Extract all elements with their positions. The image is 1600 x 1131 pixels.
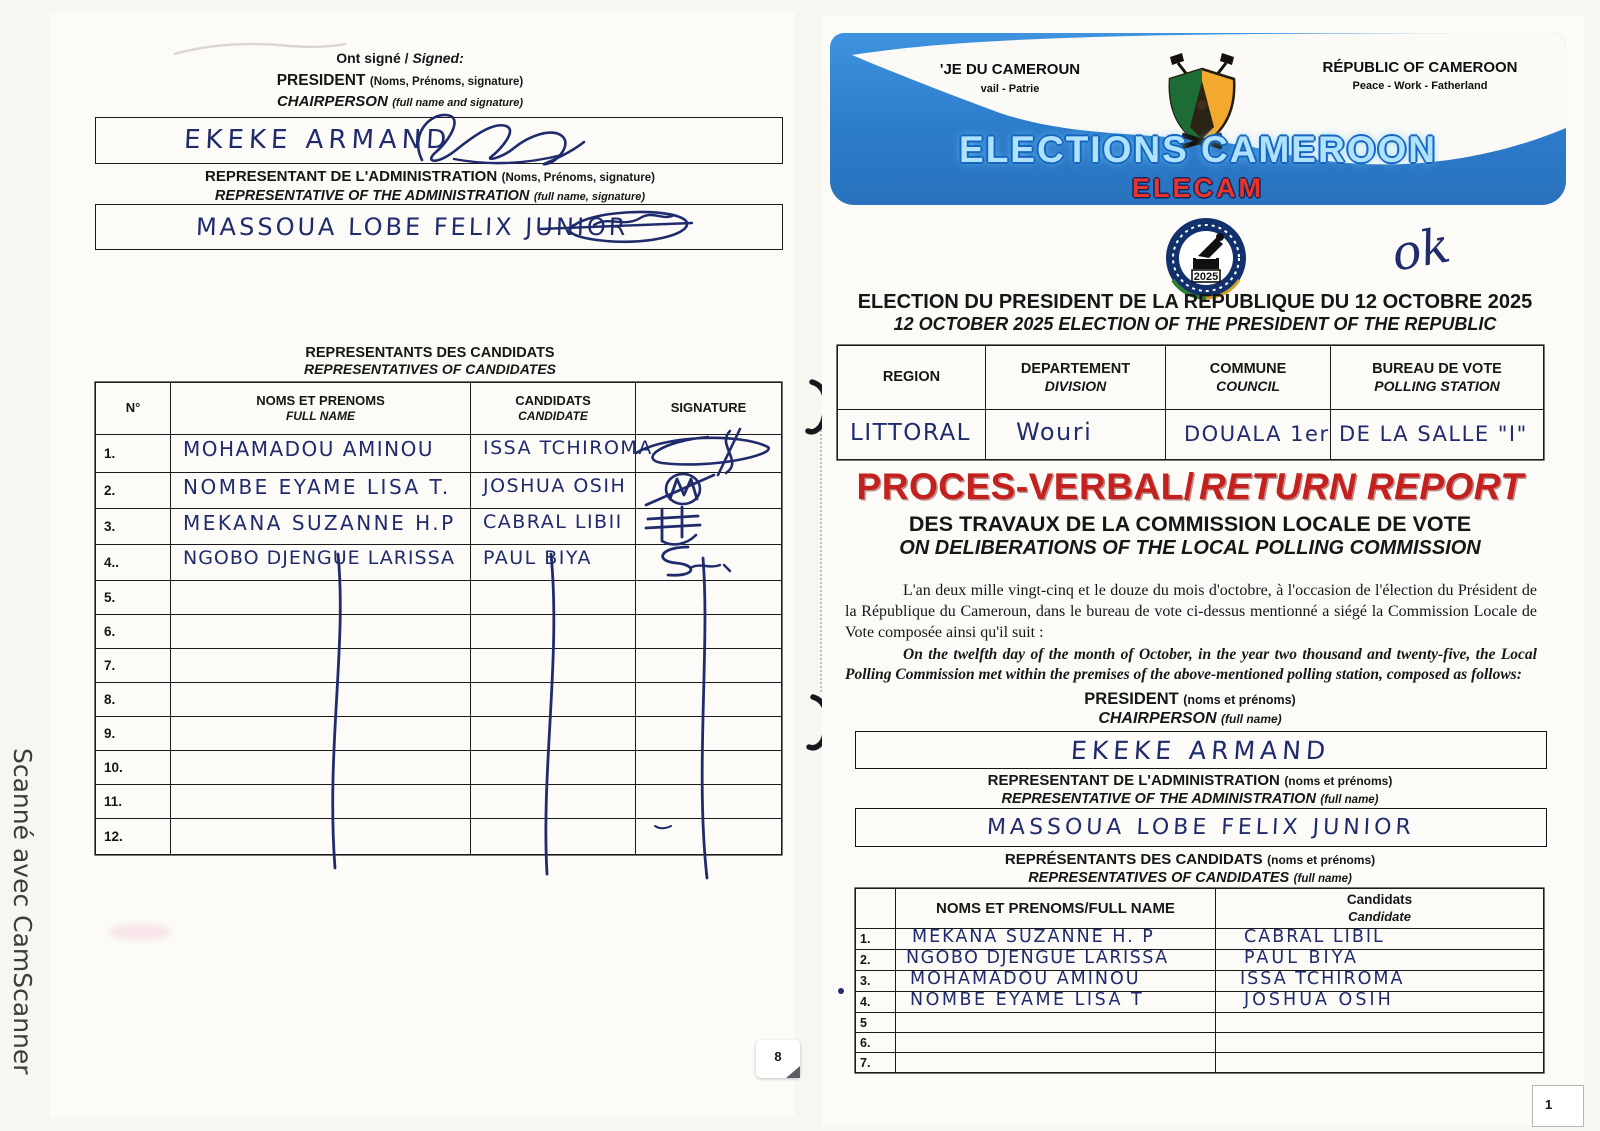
table-row: 4.. NGOBO DJENGUE LARISSA PAUL BIYA — [96, 545, 782, 581]
th-division: DEPARTEMENT DIVISION — [986, 346, 1166, 410]
table-row: 9. — [96, 717, 782, 751]
r-th-num — [856, 889, 896, 929]
admin-label-line-fr: REPRESENTANT DE L'ADMINISTRATION (Noms, Prénoms, signature) — [204, 168, 655, 185]
table-row: 7. — [856, 1053, 1544, 1073]
r-president-name-box — [855, 731, 1547, 769]
r-th-candidate: Candidats Candidate — [1216, 889, 1544, 929]
council-value: DOUALA 1er — [1184, 422, 1330, 446]
r-admin-name-value: MASSOUA LOBE FELIX JUNIOR — [986, 815, 1416, 840]
page-number: 1 — [1545, 1097, 1553, 1112]
ok-annotation: ok — [1387, 217, 1455, 283]
table-row: 8. — [96, 683, 782, 717]
org-abbr: ELECAM — [1132, 173, 1264, 203]
page-number-badge-left — [756, 1040, 800, 1078]
elecam-2025-logo-icon — [1163, 214, 1249, 302]
left-th-candidate: CANDIDATS CANDIDATE — [471, 383, 636, 435]
rep-name: MEKANA SUZANNE H.P — [183, 511, 456, 535]
table-row: 5. — [96, 581, 782, 615]
page-number: 8 — [774, 1049, 782, 1064]
table-row: 11. — [96, 785, 782, 819]
rep-candidate: PAUL BIYA — [1244, 948, 1359, 968]
national-motto-right: RÉPUBLIC OF CAMEROON Peace - Work - Fatherland — [1322, 59, 1518, 92]
table-row: 2. NOMBE EYAME LISA T. JOSHUA OSIH — [96, 473, 782, 509]
president-signature-icon — [396, 102, 616, 178]
left-reps-title-en: REPRESENTATIVES OF CANDIDATES — [303, 361, 557, 377]
th-polling-station: BUREAU DE VOTE POLLING STATION — [1331, 346, 1544, 410]
admin-label-line-en: REPRESENTATIVE OF THE ADMINISTRATION (full name, signature) — [214, 188, 646, 204]
rep-name: MEKANA SUZANNE H. P — [912, 927, 1155, 947]
admin-name-value: MASSOUA LOBE FELIX JUNIOR — [195, 213, 629, 241]
pv-subtitle-en: ON DELIBERATIONS OF THE LOCAL POLLING COMMISSION — [899, 537, 1481, 559]
signed-label-fr: Ont signé / — [336, 50, 409, 66]
president-name-box — [95, 117, 783, 164]
preamble-fr: L'an deux mille vingt-cinq et le douze du mois d'octobre, à l'occasion de l'élection du Président de la République du Cameroun, dans le bureau de vote ci-dessus mentionné a siégé la Commission Locale de Vote composée ainsi qu'il suit : — [845, 582, 1537, 642]
signed-label-en: Signed: — [412, 50, 464, 66]
svg-text:2025: 2025 — [1193, 271, 1219, 283]
table-row: 3. MOHAMADOU AMINOU ISSA TCHIROMA — [856, 971, 1544, 992]
table-row: 1. MEKANA SUZANNE H. P CABRAL LIBIL — [856, 929, 1544, 950]
org-title: ELECTIONS CAMEROON — [959, 129, 1437, 170]
pen-dot — [838, 988, 844, 994]
election-title-fr: ELECTION DU PRESIDENT DE LA REPUBLIQUE DU 12 OCTOBRE 2025 — [857, 291, 1533, 313]
pv-title — [840, 466, 1540, 508]
location-table — [837, 345, 1544, 460]
table-row: 5 — [856, 1013, 1544, 1033]
r-admin-name-box — [855, 808, 1547, 847]
rep-name: NOMBE EYAME LISA T. — [183, 475, 451, 499]
r-th-name: NOMS ET PRENOMS/FULL NAME — [896, 889, 1216, 929]
pv-subtitle-fr: DES TRAVAUX DE LA COMMISSION LOCALE DE VOTE — [908, 512, 1472, 536]
page-corner-icon — [786, 1066, 800, 1078]
rep-candidate: ISSA TCHIROMA — [1240, 969, 1405, 989]
strikethrough-marks-icon — [95, 382, 781, 882]
election-title-en: 12 OCTOBER 2025 ELECTION OF THE PRESIDENT OF THE REPUBLIC — [893, 314, 1497, 334]
th-region: REGION — [838, 346, 986, 410]
camscanner-watermark: Scanné avec CamScanner — [8, 748, 37, 1075]
region-value: LITTORAL — [850, 420, 971, 446]
polling-station-value: DE LA SALLE "I" — [1339, 422, 1528, 446]
rep-name: NGOBO DJENGUE LARISSA — [906, 948, 1169, 968]
admin-name-box — [95, 204, 783, 250]
r-reps-label-en: REPRESENTATIVES OF CANDIDATES (full name) — [1028, 870, 1352, 886]
left-reps-title-fr: REPRESENTANTS DES CANDIDATS — [305, 345, 555, 361]
right-candidates-table — [855, 888, 1544, 1073]
rep-name: MOHAMADOU AMINOU — [183, 437, 434, 461]
r-president-label-fr: PRESIDENT (noms et prénoms) — [1084, 690, 1296, 708]
ink-smudge — [108, 924, 172, 940]
r-president-name-value: EKEKE ARMAND — [1070, 735, 1332, 765]
rep-candidate: ISSA TCHIROMA — [483, 437, 653, 459]
rep-name: NOMBE EYAME LISA T — [910, 990, 1145, 1010]
left-th-num: N° — [96, 383, 171, 435]
r-admin-label-en: REPRESENTATIVE OF THE ADMINISTRATION (full name) — [1001, 791, 1379, 807]
rep-name: MOHAMADOU AMINOU — [910, 969, 1141, 989]
table-row: 6. — [856, 1033, 1544, 1053]
elecam-banner — [830, 33, 1566, 205]
page-number-badge-right — [1532, 1085, 1584, 1127]
table-row: 7. — [96, 649, 782, 683]
admin-signature-icon — [534, 199, 714, 253]
table-row: 10. — [96, 751, 782, 785]
national-motto-left: 'JE DU CAMEROUN vail - Patrie — [939, 61, 1081, 95]
pv-title-en: RETURN REPORT — [1198, 466, 1524, 507]
rep-candidate: JOSHUA OSIH — [483, 475, 627, 497]
preamble-en: On the twelfth day of the month of October, in the year two thousand and twenty-five, the Local Polling Commission met within the premises of the above-mentioned polling station, composed as follows: — [845, 646, 1537, 684]
table-row: 6. — [96, 615, 782, 649]
r-president-label-en: CHAIRPERSON (full name) — [1098, 710, 1282, 727]
president-name-value: EKEKE ARMAND — [183, 125, 452, 155]
r-admin-label-fr: REPRESENTANT DE L'ADMINISTRATION (noms et prénoms) — [987, 772, 1393, 789]
th-council: COMMUNE COUNCIL — [1166, 346, 1331, 410]
table-row: 1. MOHAMADOU AMINOU ISSA TCHIROMA — [96, 435, 782, 473]
left-th-signature: SIGNATURE — [636, 383, 782, 435]
rep-candidate: CABRAL LIBIL — [1244, 927, 1385, 947]
rep-candidate: JOSHUA OSIH — [1244, 990, 1394, 1010]
rep-candidate: PAUL BIYA — [483, 547, 593, 569]
signed-heading — [250, 50, 550, 66]
rep-name: NGOBO DJENGUE LARISSA — [183, 547, 456, 569]
left-th-name: NOMS ET PRENOMS FULL NAME — [171, 383, 471, 435]
table-row: 12. — [96, 819, 782, 855]
table-row: 2. NGOBO DJENGUE LARISSA PAUL BIYA — [856, 950, 1544, 971]
table-row: 3. MEKANA SUZANNE H.P CABRAL LIBII — [96, 509, 782, 545]
rep-candidate: CABRAL LIBII — [483, 511, 623, 533]
division-value: Wouri — [1016, 418, 1093, 446]
president-label-line-fr: PRESIDENT (Noms, Prénoms, signature) — [276, 72, 524, 89]
table-row: 4. NOMBE EYAME LISA T JOSHUA OSIH — [856, 992, 1544, 1013]
pv-title-fr: PROCES-VERBAL/ — [856, 466, 1195, 507]
r-reps-label-fr: REPRÉSENTANTS DES CANDIDATS (noms et prénoms) — [1004, 851, 1376, 868]
president-label-line-en: CHAIRPERSON (full name and signature) — [276, 93, 524, 110]
